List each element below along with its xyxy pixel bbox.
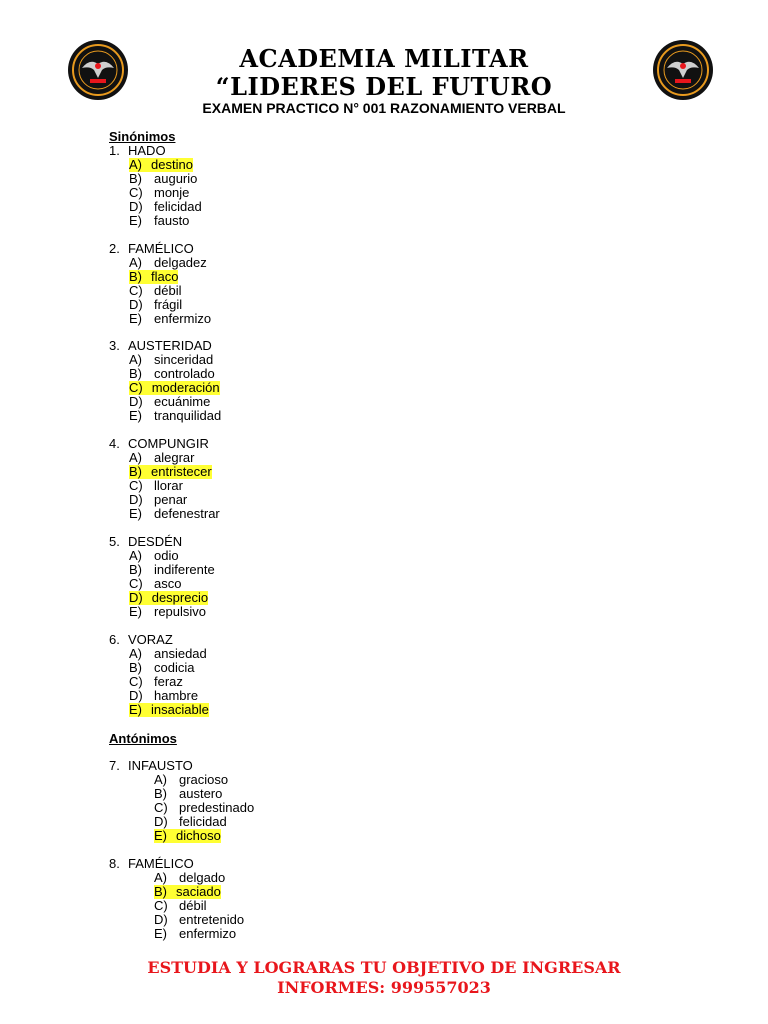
option-item	[129, 284, 211, 298]
option-letter: A)	[129, 548, 142, 563]
option-item	[129, 312, 211, 326]
option-letter: D)	[129, 394, 143, 409]
option-item	[129, 298, 211, 312]
option-text: hambre	[154, 688, 199, 703]
option-letter: D)	[129, 688, 143, 703]
option-letter: B)	[154, 885, 176, 899]
question-title	[109, 759, 254, 773]
option-letter: C)	[129, 478, 143, 493]
option-letter: C)	[129, 381, 152, 395]
option-letter: E)	[129, 506, 142, 521]
option-letter: B)	[129, 562, 142, 577]
question-title	[109, 242, 211, 256]
question-item	[109, 857, 244, 941]
option-list	[129, 451, 220, 521]
option-item	[129, 172, 202, 186]
option-item	[129, 675, 209, 689]
option-text: débil	[154, 283, 182, 298]
option-letter: B)	[129, 270, 151, 284]
option-item	[154, 773, 254, 787]
option-text: defenestrar	[154, 506, 220, 521]
option-letter: D)	[129, 297, 143, 312]
option-text: austero	[179, 786, 223, 801]
option-text: fausto	[154, 213, 190, 228]
option-text: sinceridad	[154, 352, 214, 367]
question-title	[109, 633, 209, 647]
option-letter: C)	[129, 185, 143, 200]
option-list	[129, 549, 215, 619]
question-title	[109, 535, 215, 549]
option-text: felicidad	[179, 814, 227, 829]
option-item	[129, 395, 221, 409]
option-letter: B)	[129, 171, 142, 186]
option-item	[129, 186, 202, 200]
option-text: repulsivo	[154, 604, 207, 619]
option-letter: E)	[129, 408, 142, 423]
option-text: entristecer	[151, 464, 212, 479]
option-text: codicia	[154, 660, 195, 675]
question-number: 6.	[109, 632, 120, 647]
option-letter: E)	[129, 604, 142, 619]
option-item-correct	[129, 158, 202, 172]
option-text: ecuánime	[154, 394, 211, 409]
question-item	[109, 339, 221, 423]
option-text: insaciable	[151, 702, 209, 717]
option-item	[129, 214, 202, 228]
option-letter: E)	[129, 703, 151, 717]
option-letter: C)	[129, 674, 143, 689]
question-title	[109, 857, 244, 871]
section-heading-antonyms: Antónimos	[109, 731, 177, 746]
option-letter: B)	[129, 465, 151, 479]
question-title	[109, 437, 220, 451]
option-item-correct	[129, 270, 211, 284]
option-text: frágil	[154, 297, 183, 312]
option-letter: C)	[154, 898, 168, 913]
option-item	[129, 661, 209, 675]
option-list	[129, 353, 221, 423]
option-letter: D)	[154, 912, 168, 927]
question-title	[109, 339, 221, 353]
question-item	[109, 242, 211, 326]
option-item-correct	[129, 465, 220, 479]
question-number: 7.	[109, 758, 120, 773]
option-item-correct	[129, 591, 215, 605]
option-letter: A)	[154, 870, 167, 885]
option-item	[154, 815, 254, 829]
option-letter: A)	[154, 772, 167, 787]
academy-title: ACADEMIA MILITAR	[239, 44, 529, 73]
option-list	[154, 871, 244, 941]
option-item	[129, 451, 220, 465]
option-text: indiferente	[154, 562, 215, 577]
question-word: DESDÉN	[128, 534, 183, 549]
option-text: saciado	[176, 884, 221, 899]
option-text: felicidad	[154, 199, 202, 214]
option-letter: A)	[129, 255, 142, 270]
option-letter: D)	[129, 492, 143, 507]
option-item	[154, 913, 244, 927]
option-text: enfermizo	[179, 926, 237, 941]
option-item-correct	[129, 381, 221, 395]
option-item	[129, 367, 221, 381]
option-item	[129, 507, 220, 521]
option-text: flaco	[151, 269, 179, 284]
option-text: enfermizo	[154, 311, 212, 326]
option-text: débil	[179, 898, 207, 913]
option-item	[129, 549, 215, 563]
option-list	[129, 256, 211, 326]
option-item	[129, 577, 215, 591]
option-letter: E)	[154, 926, 167, 941]
footer-slogan: ESTUDIA Y LOGRARAS TU OBJETIVO DE INGRESAR	[147, 958, 621, 977]
option-letter: C)	[129, 283, 143, 298]
option-letter: A)	[129, 352, 142, 367]
option-text: augurio	[154, 171, 198, 186]
option-letter: D)	[154, 814, 168, 829]
question-number: 8.	[109, 856, 120, 871]
option-item	[129, 647, 209, 661]
option-text: delgadez	[154, 255, 207, 270]
option-item	[154, 899, 244, 913]
option-letter: E)	[129, 213, 142, 228]
option-list	[129, 647, 209, 717]
question-item	[109, 144, 202, 228]
option-item	[129, 256, 211, 270]
option-item	[154, 801, 254, 815]
option-text: llorar	[154, 478, 183, 493]
section-heading-synonyms: Sinónimos	[109, 129, 176, 144]
option-text: monje	[154, 185, 190, 200]
option-text: moderación	[151, 380, 220, 395]
question-number: 4.	[109, 436, 120, 451]
option-item	[129, 605, 215, 619]
option-text: destino	[151, 157, 193, 172]
question-number: 2.	[109, 241, 120, 256]
option-item	[129, 200, 202, 214]
academy-title-line2: “LIDERES DEL FUTURO	[215, 72, 553, 101]
question-number: 3.	[109, 338, 120, 353]
question-word: COMPUNGIR	[128, 436, 209, 451]
option-text: ansiedad	[154, 646, 207, 661]
question-item	[109, 535, 215, 619]
option-item	[129, 479, 220, 493]
question-word: HADO	[128, 143, 166, 158]
question-number: 1.	[109, 143, 120, 158]
option-letter: C)	[154, 800, 168, 815]
option-text: dichoso	[176, 828, 221, 843]
option-text: desprecio	[151, 590, 209, 605]
question-word: INFAUSTO	[128, 758, 193, 773]
option-letter: E)	[154, 829, 176, 843]
option-item	[129, 409, 221, 423]
exam-subtitle: EXAMEN PRACTICO N° 001 RAZONAMIENTO VERBAL	[202, 100, 566, 116]
option-text: tranquilidad	[154, 408, 222, 423]
option-letter: B)	[154, 786, 167, 801]
option-item	[154, 871, 244, 885]
question-word: VORAZ	[128, 632, 173, 647]
option-text: controlado	[154, 366, 215, 381]
footer-contact: INFORMES: 999557023	[277, 978, 491, 997]
question-item	[109, 759, 254, 843]
option-item	[154, 927, 244, 941]
question-word: AUSTERIDAD	[128, 338, 212, 353]
option-item-correct	[129, 703, 209, 717]
option-text: alegrar	[154, 450, 195, 465]
option-text: gracioso	[179, 772, 229, 787]
option-item	[129, 353, 221, 367]
option-text: entretenido	[179, 912, 245, 927]
option-letter: D)	[129, 591, 152, 605]
option-item	[129, 689, 209, 703]
option-letter: A)	[129, 450, 142, 465]
option-item-correct	[154, 829, 254, 843]
question-number: 5.	[109, 534, 120, 549]
option-text: asco	[154, 576, 182, 591]
option-letter: C)	[129, 576, 143, 591]
option-letter: A)	[129, 646, 142, 661]
question-title	[109, 144, 202, 158]
option-letter: B)	[129, 660, 142, 675]
option-text: predestinado	[179, 800, 255, 815]
question-item	[109, 437, 220, 521]
option-list	[154, 773, 254, 843]
option-text: feraz	[154, 674, 183, 689]
option-item	[129, 563, 215, 577]
question-item	[109, 633, 209, 717]
option-text: penar	[154, 492, 188, 507]
option-letter: E)	[129, 311, 142, 326]
option-letter: A)	[129, 158, 151, 172]
question-word: FAMÉLICO	[128, 856, 194, 871]
option-item-correct	[154, 885, 244, 899]
option-text: delgado	[179, 870, 226, 885]
option-letter: B)	[129, 366, 142, 381]
question-word: FAMÉLICO	[128, 241, 194, 256]
option-list	[129, 158, 202, 228]
option-letter: D)	[129, 199, 143, 214]
option-text: odio	[154, 548, 179, 563]
option-item	[154, 787, 254, 801]
option-item	[129, 493, 220, 507]
